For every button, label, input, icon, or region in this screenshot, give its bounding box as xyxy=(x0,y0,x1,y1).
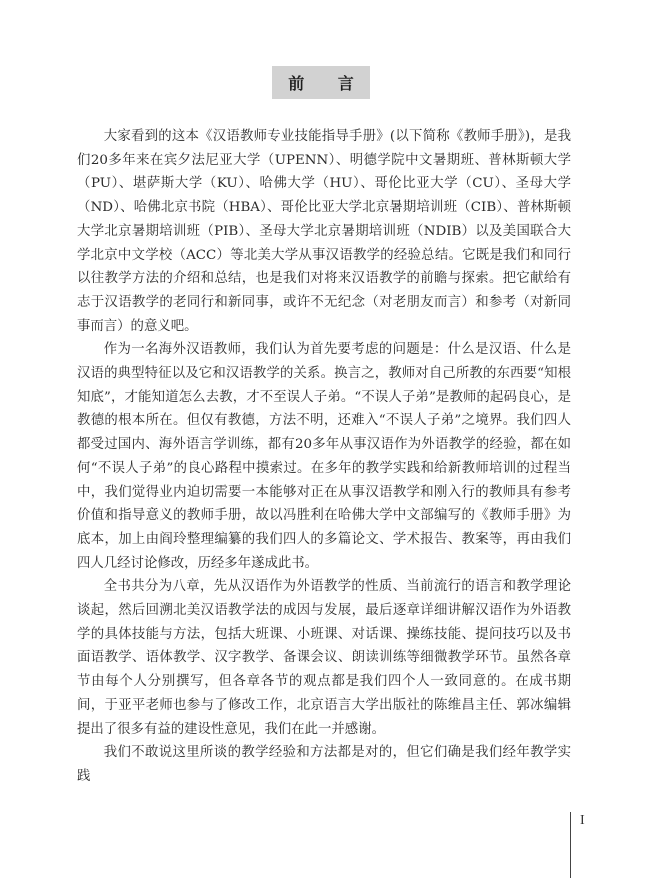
paragraph-4: 我们不敢说这里所谈的教学经验和方法都是对的，但它们确是我们经年教学实践 xyxy=(77,745,571,784)
paragraph-2: 作为一名海外汉语教师，我们认为首先要考虑的问题是：什么是汉语、什么是汉语的典型特征以及它和汉语教学的关系。换言之，教师对自己所教的东西要“知根知底”，才能知道怎么去教，才不至误人子弟。“不误人子弟”是教师的起码良心，是教德的根本所在。但仅有教德，方法不明，还难入“不误人子弟”之境界。我们四人都受过国内、海外语言学训练，都有20多年从事汉语作为外语教学的经验，都在如何“不误人子弟”的良心路程中摸索过。在多年的教学实践和给新教师培训的过程当中，我们觉得业内迫切需要一本能够对正在从事汉语教学和刚入行的教师具有参考价值和指导意义的教师手册，故以冯胜利在哈佛大学中文部编写的《教师手册》为底本，加上由阎玲整理编纂的我们四人的多篇论文、学术报告、教案等，再由我们四人几经讨论修改，历经多年遂成此书。 xyxy=(77,342,571,571)
paragraph-1: 大家看到的这本《汉语教师专业技能指导手册》(以下简称《教师手册》)，是我们20多年来在宾夕法尼亚大学（UPENN）、明德学院中文暑期班、普林斯顿大学（PU）、堪萨斯大学（KU）、哈佛大学（HU）、哥伦比亚大学（CU）、圣母大学（ND）、哈佛北京书院（HBA）、哥伦比亚大学北京暑期培训班（CIB）、普林斯顿大学北京暑期培训班（PIB）、圣母大学北京暑期培训班（NDIB）以及美国联合大学北京中文学校（ACC）等北美大学从事汉语教学的经验总结。它既是我们和同行以往教学方法的介绍和总结，也是我们对将来汉语教学的前瞻与探索。把它献给有志于汉语教学的老同行和新同事，或许不无纪念（对老朋友而言）和参考（对新同事而言）的意义吧。 xyxy=(77,129,571,334)
preface-title: 前 言 xyxy=(288,74,368,93)
preface-body xyxy=(77,125,571,789)
page-number: I xyxy=(580,813,585,828)
preface-title-box xyxy=(272,66,370,99)
paragraph-3: 全书共分为八章，先从汉语作为外语教学的性质、当前流行的语言和教学理论谈起，然后回溯北美汉语教学法的成因与发展，最后逐章详细讲解汉语作为外语教学的具体技能与方法，包括大班课、小班课、对话课、操练技能、提问技巧以及书面语教学、语体教学、汉字教学、备课会议、朗读训练等细微教学环节。虽然各章节由每个人分别撰写，但各章各节的观点都是我们四个人一致同意的。在成书期间，于亚平老师也参与了修改工作，北京语言大学出版社的陈维昌主任、郭冰编辑提出了很多有益的建设性意见，我们在此一并感谢。 xyxy=(77,579,571,737)
page-edge-rule xyxy=(570,812,571,878)
